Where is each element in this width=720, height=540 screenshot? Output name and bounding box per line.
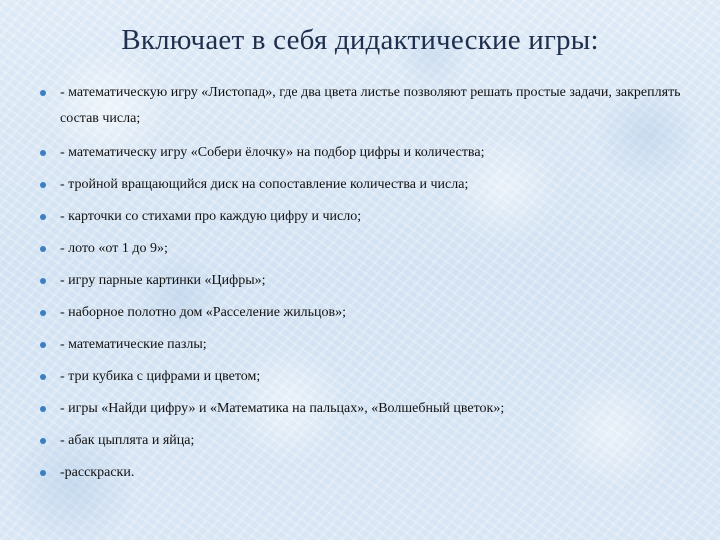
slide-title: Включает в себя дидактические игры: [121, 24, 599, 56]
bullet-icon [40, 470, 46, 476]
list-item-text: - наборное полотно дом «Расселение жильцов»; [60, 305, 347, 320]
list-item [36, 268, 686, 294]
list-item-text: - лото «от 1 до 9»; [60, 241, 168, 256]
list-item-text: - математическу игру «Собери ёлочку» на подбор цифры и количества; [60, 145, 485, 160]
list-item-text: -расскраски. [60, 465, 135, 480]
list-item [36, 396, 686, 422]
list-item-text: - три кубика с цифрами и цветом; [60, 369, 261, 384]
list-item [36, 428, 686, 454]
list-item [36, 204, 686, 230]
list-item-text: - тройной вращающийся диск на сопоставление количества и числа; [60, 177, 469, 192]
list-item [36, 140, 686, 166]
list-item-text: - математические пазлы; [60, 337, 207, 352]
list-item-text: - игры «Найди цифру» и «Математика на пальцах», «Волшебный цветок»; [60, 401, 505, 416]
list-item [36, 172, 686, 198]
bullet-icon [40, 90, 46, 96]
bullet-icon [40, 342, 46, 348]
bullet-icon [40, 278, 46, 284]
bullet-icon [40, 150, 46, 156]
bullet-list [36, 80, 686, 492]
list-item-text: - абак цыплята и яйца; [60, 433, 195, 448]
list-item [36, 80, 686, 132]
list-item-text: - игру парные картинки «Цифры»; [60, 273, 266, 288]
bullet-icon [40, 310, 46, 316]
bullet-icon [40, 406, 46, 412]
bullet-icon [40, 182, 46, 188]
bullet-icon [40, 438, 46, 444]
list-item [36, 300, 686, 326]
list-item-text: - математическую игру «Листопад», где два цвета листье позволяют решать простые задачи, закреплять состав числа; [60, 85, 681, 126]
bullet-icon [40, 214, 46, 220]
list-item [36, 460, 686, 486]
list-item-text: - карточки со стихами про каждую цифру и число; [60, 209, 362, 224]
bullet-icon [40, 374, 46, 380]
list-item [36, 332, 686, 358]
list-item [36, 236, 686, 262]
bullet-icon [40, 246, 46, 252]
list-item [36, 364, 686, 390]
